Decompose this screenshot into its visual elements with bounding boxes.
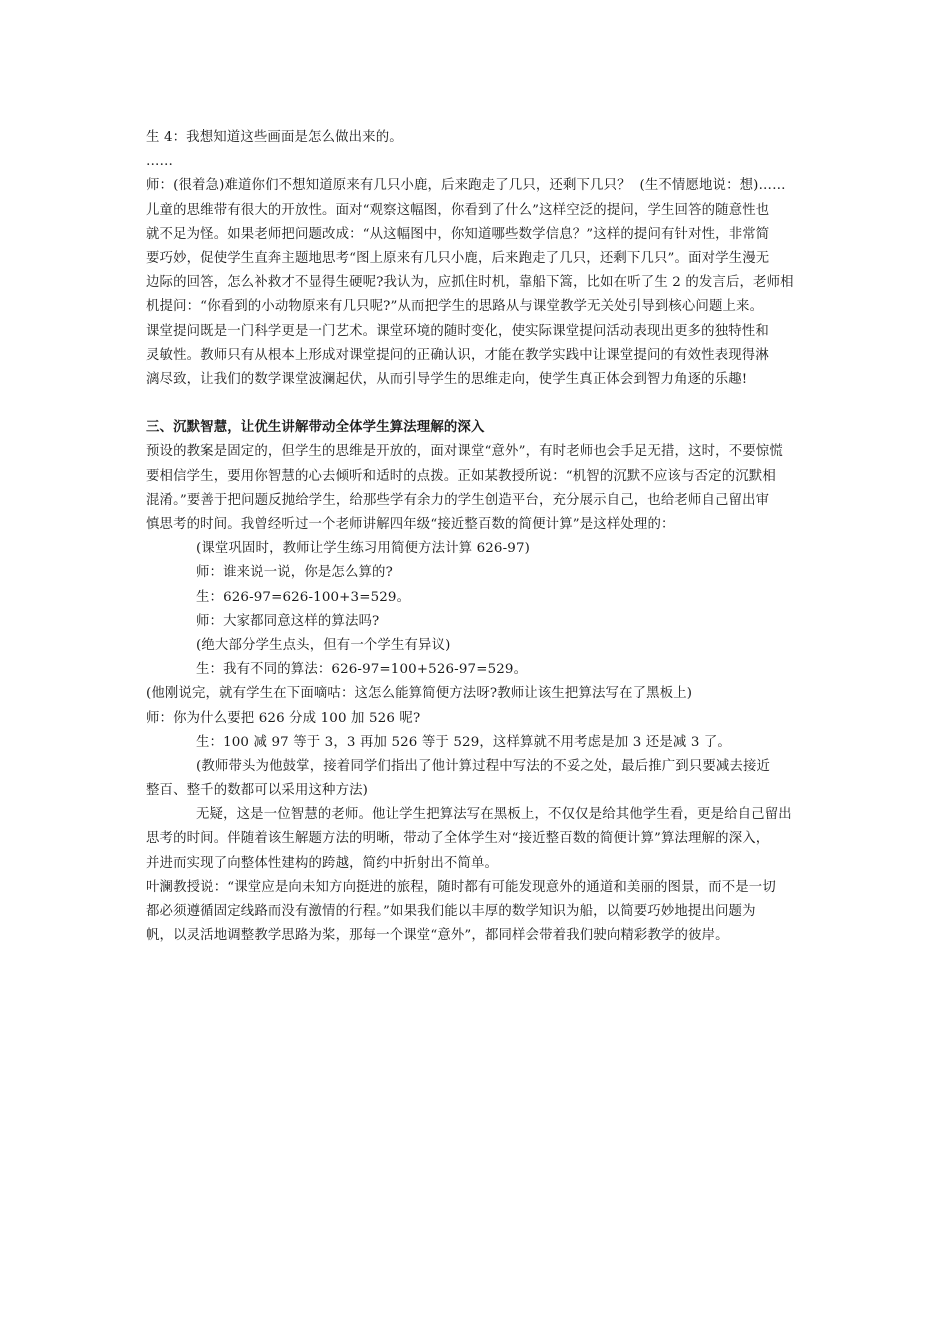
dialogue-line: (课堂巩固时，教师让学生练习用简便方法计算 626-97) bbox=[196, 541, 530, 557]
paragraph-line: 要相信学生，要用你智慧的心去倾听和适时的点拨。正如某教授所说：“机智的沉默不应该与否定的沉默相 bbox=[146, 468, 776, 484]
dialogue-line: 师：大家都同意这样的算法吗? bbox=[196, 613, 380, 629]
paragraph-line: 灵敏性。教师只有从根本上形成对课堂提问的正确认识，才能在教学实践中让课堂提问的有效性表现得淋 bbox=[146, 347, 769, 363]
dialogue-line: 整百、整千的数都可以采用这种方法) bbox=[146, 783, 369, 799]
ellipsis-line: …… bbox=[146, 154, 174, 170]
section-heading: 三、沉默智慧，让优生讲解带动全体学生算法理解的深入 bbox=[146, 420, 485, 436]
paragraph-line: 都必须遵循固定线路而没有激情的行程。”如果我们能以丰厚的数学知识为船，以简要巧妙地提出问题为 bbox=[146, 904, 756, 919]
paragraph-line: 无疑，这是一位智慧的老师。他让学生把算法写在黑板上，不仅仅是给其他学生看，更是给自己留出 bbox=[196, 807, 792, 823]
dialogue-line: (绝大部分学生点头，但有一个学生有异议) bbox=[196, 637, 451, 653]
dialogue-line: 师：你为什么要把 626 分成 100 加 526 呢? bbox=[146, 710, 421, 726]
paragraph-line: 混淆。”要善于把问题反抛给学生，给那些学有余力的学生创造平台，充分展示自己，也给老师自己留出审 bbox=[146, 492, 770, 508]
dialogue-line: (教师带头为他鼓掌，接着同学们指出了他计算过程中写法的不妥之处，最后推广到只要减去接近 bbox=[196, 758, 771, 774]
section-gap bbox=[146, 392, 812, 416]
paragraph-line: 边际的回答，怎么补救才不显得生硬呢?我认为，应抓住时机，靠船下篙，比如在听了生 2 的发言后，老师相 bbox=[146, 275, 794, 291]
dialogue-line: (他刚说完，就有学生在下面嘀咕：这怎么能算简便方法呀?教师让该生把算法写在了黑板上) bbox=[146, 686, 693, 702]
dialogue-line: 生：我有不同的算法：626-97=100+526-97=529。 bbox=[196, 662, 528, 678]
paragraph-line: 叶澜教授说：“课堂应是向未知方向挺进的旅程，随时都有可能发现意外的通道和美丽的图景，而不是一切 bbox=[146, 879, 776, 895]
dialogue-line: 师：(很着急)难道你们不想知道原来有几只小鹿，后来跑走了几只，还剩下几只？ (生不情愿地说：想)…… bbox=[146, 178, 786, 194]
paragraph-line: 机提问：“你看到的小动物原来有几只呢?”从而把学生的思路从与课堂教学无关处引导到核心问题上来。 bbox=[146, 299, 764, 315]
dialogue-line: 生：100 减 97 等于 3，3 再加 526 等于 529，这样算就不用考虑是加 3 还是减 3 了。 bbox=[196, 734, 731, 750]
dialogue-line: 生 4：我想知道这些画面是怎么做出来的。 bbox=[146, 130, 403, 145]
paragraph-line: 儿童的思维带有很大的开放性。面对“观察这幅图，你看到了什么”这样空泛的提问，学生回答的随意性也 bbox=[146, 202, 770, 218]
paragraph-line: 漓尽致，让我们的数学课堂波澜起伏，从而引导学生的思维走向，使学生真正体会到智力角逐的乐趣! bbox=[146, 371, 748, 387]
paragraph-line: 预设的教案是固定的，但学生的思维是开放的，面对课堂“意外”，有时老师也会手足无措，这时，不要惊慌 bbox=[146, 444, 783, 460]
paragraph-line: 要巧妙，促使学生直奔主题地思考“图上原来有几只小鹿，后来跑走了几只，还剩下几只”。面对学生漫无 bbox=[146, 250, 770, 266]
dialogue-line: 师：谁来说一说，你是怎么算的? bbox=[196, 565, 393, 581]
document-body bbox=[146, 126, 812, 948]
paragraph-line: 帆，以灵活地调整教学思路为桨，那每一个课堂“意外”，都同样会带着我们驶向精彩教学的彼岸。 bbox=[146, 928, 729, 944]
paragraph-line: 并进而实现了向整体性建构的跨越，简约中折射出不简单。 bbox=[146, 855, 499, 871]
paragraph-line: 就不足为怪。如果老师把问题改成：“从这幅图中，你知道哪些数学信息？”这样的提问有针对性，非常简 bbox=[146, 226, 770, 242]
paragraph-line: 思考的时间。伴随着该生解题方法的明晰，带动了全体学生对“接近整百数的简便计算”算法理解的深入， bbox=[146, 831, 770, 847]
dialogue-line: 生：626-97=626-100+3=529。 bbox=[196, 589, 411, 605]
paragraph-line: 慎思考的时间。我曾经听过一个老师讲解四年级“接近整百数的简便计算”是这样处理的： bbox=[146, 517, 675, 532]
paragraph-line: 课堂提问既是一门科学更是一门艺术。课堂环境的随时变化，使实际课堂提问活动表现出更多的独特性和 bbox=[146, 323, 769, 339]
